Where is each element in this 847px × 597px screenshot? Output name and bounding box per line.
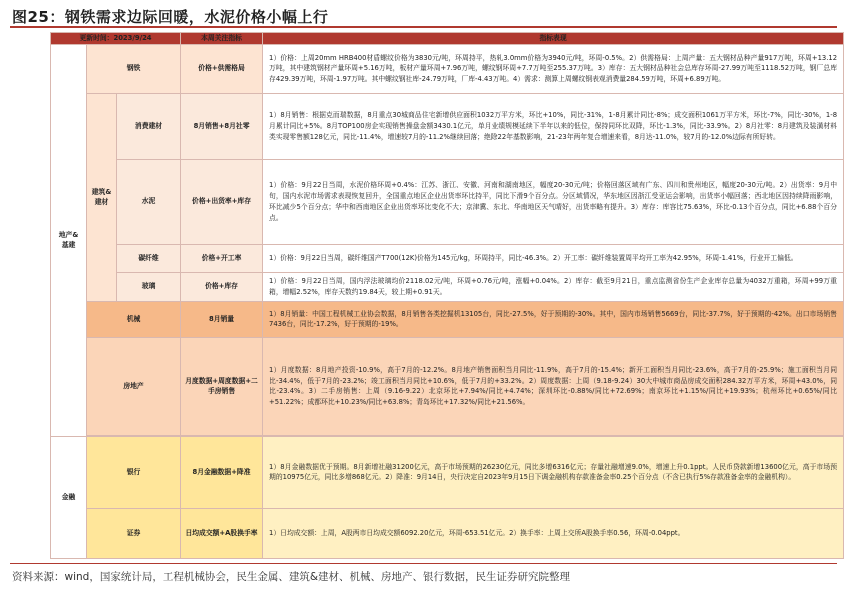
row-label-securities: 证券 xyxy=(87,508,181,558)
focus-fiber: 价格+开工率 xyxy=(181,244,263,272)
header-focus: 本周关注指标 xyxy=(181,33,263,45)
group-construction: 建筑&建材 xyxy=(87,93,117,301)
focus-consumer: 8月销售+8月社零 xyxy=(181,93,263,159)
title-divider xyxy=(10,26,837,28)
table-row xyxy=(51,93,844,159)
perf-bank: 1）8月金融数据优于预期。8月新增社融31200亿元，高于市场预期的26230亿元，同比多增6316亿元；存量社融增速9.0%，增速上升0.1ppt。人民币贷款新增13600亿元，高于市场预期的10975亿元，同比多增868亿元。2）降准：9月14日，央行决定自2023年9月15日下调金融机构存款准备金率0.25个百分点（不含已执行5%存款准备金率的金融机构）。 xyxy=(263,436,844,508)
source-note: 资料来源：wind，国家统计局，工程机械协会，民生金属、建筑&建材、机械、房地产、银行数据，民生证券研究院整理 xyxy=(12,571,571,583)
row-label-cement: 水泥 xyxy=(117,159,181,244)
table-header xyxy=(51,33,844,45)
perf-securities: 1）日均成交额：上周，A股两市日均成交额6092.20亿元，环周-653.51亿元。2）换手率：上周上交所A股换手率0.56，环周-0.04ppt。 xyxy=(263,508,844,558)
table-row xyxy=(51,301,844,337)
table-row xyxy=(51,159,844,244)
row-label-bank: 银行 xyxy=(87,436,181,508)
row-label-glass: 玻璃 xyxy=(117,272,181,301)
header-performance: 指标表现 xyxy=(263,33,844,45)
footer-divider xyxy=(10,563,837,564)
table-row xyxy=(51,337,844,435)
figure-title: 图25：钢铁需求边际回暖，水泥价格小幅上行 xyxy=(12,8,329,26)
row-label-consumer: 消费建材 xyxy=(117,93,181,159)
row-label-property: 房地产 xyxy=(87,337,181,435)
focus-cement: 价格+出货率+库存 xyxy=(181,159,263,244)
table-row xyxy=(51,272,844,301)
perf-property: 1）月度数据：8月地产投资-10.9%，高于7月的-12.2%。8月地产销售面积当月同比-11.9%，高于7月的-15.4%；新开工面积当月同比-23.6%，高于7月的-25.9%；施工面积当月同比-34.4%，低于7月的-23.2%；竣工面积当月同比+10.6%，低于7月的+33.2%。2）周度数据：上周（9.18-9.24）30大中城市商品房成交面积284.32万平方米，环周+43.0%，同比-23.4%。3）二手房销售：上周（9.16-9.22）北京环比+7.94%/同比+4.74%；深圳环比-0.88%/同比+72.69%；南京环比+1.15%/同比+19.93%；杭州环比+0.65%/同比+51.22%；成都环比+10.23%/同比+63.8%；青岛环比+17.32%/同比+21.56%。 xyxy=(263,337,844,435)
table-row xyxy=(51,508,844,558)
focus-bank: 8月金融数据+降准 xyxy=(181,436,263,508)
perf-steel: 1）价格：上周20mm HRB400材盾螺纹价格为3830元/吨，环周持平，热轧3.0mm价格为3940元/吨，环周-0.5%。2）供需格局：上周产量：五大钢材品种产量917万吨，环周+13.12万吨，其中建筑钢材产量环周+5.16万吨，板材产量环周+7.96万吨，螺纹钢环周+7.7万吨至255.37万吨。3）库存：五大钢材品种社会总库存环周-27.99万吨至1118.52万吨，钢厂总库存429.39万吨，环周-1.97万吨。其中螺纹钢社库-24.79万吨，厂库-4.43万吨。4）需求：测算上周螺纹钢表观消费量284.59万吨，环周+6.89万吨。 xyxy=(263,44,844,93)
perf-fiber: 1）价格：9月22日当周，碳纤维国产T700(12K)价格为145元/kg，环周持平，同比-46.3%。2）开工率：碳纤维装置周平均开工率为42.95%，环周-1.41%，行业开工偏低。 xyxy=(263,244,844,272)
perf-machinery: 1）8月销量：中国工程机械工业协会数据，8月销售各类挖掘机13105台，同比-27.5%，好于预期的-30%。其中，国内市场销售5669台，同比-37.7%，好于预期的-42%。出口市场销售7436台，同比-17.2%，好于预期的-19%。 xyxy=(263,301,844,337)
table-row xyxy=(51,436,844,508)
table-row xyxy=(51,44,844,93)
perf-consumer: 1）8月销售：根据克而瑞数据，8月重点30城商品住宅新增供应面积1032万平方米，环比+10%，同比-31%，1-8月累计同比-8%；成交面积1061万平方米，环比-7%，同比-30%，1-8月累计同比+5%。8月TOP100房企实现销售操盘金额3430.1亿元，单月业绩规模延续下半年以来的低位，保持同环比双降，环比-1.3%，同比-33.9%。2）8月社零：8月建筑及装潢材料类实现零售额128亿元，同比-11.4%，增速较7月的-11.2%继续回落；绝除22年基数影响，21-23年两年复合增速来看，8月达-11.0%，较7月的-12.0%边际有所好转。 xyxy=(263,93,844,159)
indicator-table xyxy=(50,32,844,559)
table-row xyxy=(51,244,844,272)
focus-steel: 价格+供需格局 xyxy=(181,44,263,93)
row-label-machinery: 机械 xyxy=(87,301,181,337)
group-finance: 金融 xyxy=(51,436,87,558)
focus-machinery: 8月销量 xyxy=(181,301,263,337)
group-property-infra: 地产&基建 xyxy=(51,44,87,436)
row-label-steel: 钢铁 xyxy=(87,44,181,93)
focus-glass: 价格+库存 xyxy=(181,272,263,301)
row-label-fiber: 碳纤维 xyxy=(117,244,181,272)
update-date: 更新时间：2023/9/24 xyxy=(51,33,181,45)
focus-securities: 日均成交额+A股换手率 xyxy=(181,508,263,558)
focus-property: 月度数据+周度数据+二手房销售 xyxy=(181,337,263,435)
perf-cement: 1）价格：9月22日当周，水泥价格环周+0.4%：江苏、浙江、安徽、河南和湖南地区，幅度20-30元/吨；价格回落区域有广东、四川和贵州地区，幅度20-30元/吨。2）出货率：9月中旬，国内水泥市场需求表现恢复回升，全国重点地区企业出货率环比持平，同比下滑9个百分点。分区域情况，华东地区因浙江受亚运会影响，出货率小幅回落；西北地区因持续降雨影响，环比减少5个百分点；华中和西南地区企业出货率环比变化不大；京津冀、东北、华南地区天气晴好，出货率略有提升。3）库存：库容比75.63%，环比-0.13个百分点，同比+6.88个百分点。 xyxy=(263,159,844,244)
perf-glass: 1）价格：9月22日当周，国内浮法玻璃均价2118.02元/吨，环周+0.76元/吨，涨幅+0.04%。2）库存：截至9月21日，重点监测省份生产企业库存总量为4032万重箱，环周+99万重箱，增幅2.52%，库存天数约19.84天，较上期+0.91天。 xyxy=(263,272,844,301)
